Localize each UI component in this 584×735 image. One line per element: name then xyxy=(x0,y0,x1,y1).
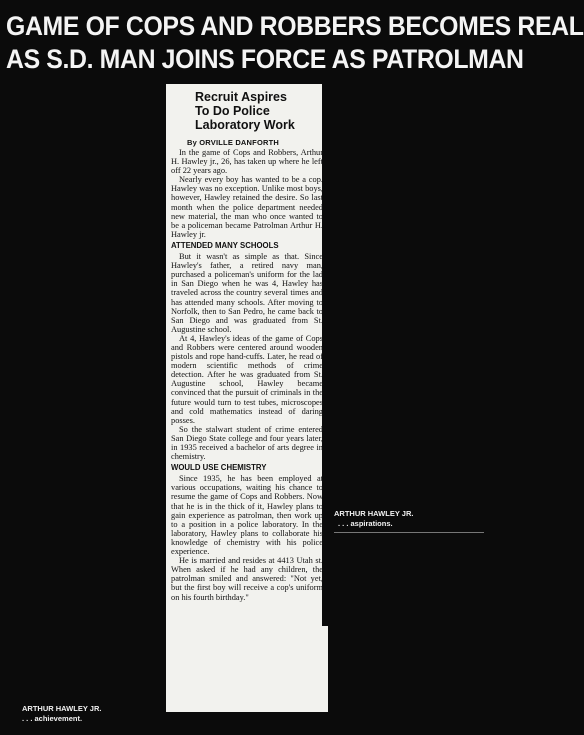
caption-name: ARTHUR HAWLEY JR. xyxy=(334,509,414,518)
caption-name: ARTHUR HAWLEY JR. xyxy=(22,704,102,713)
subhead-line-2: To Do Police xyxy=(195,104,270,118)
article-paragraph: At 4, Hawley's ideas of the game of Cops and Robbers were centered around wooden pistols and rope hand-cuffs. Later, he read of modern scientific methods of crime detection. After he was graduated from St. Augustine school, Hawley became convinced that the pursuit of criminals in the future would turn to test tubes, microscopes and cold mathematics instead of daring posses. xyxy=(171,333,323,425)
headline-line-2: AS S.D. MAN JOINS FORCE AS PATROLMAN xyxy=(6,44,524,74)
caption-text: . . . achievement. xyxy=(22,714,83,723)
article-paragraph: So the stalwart student of crime entered San Diego State college and four years later, in 1935 received a bachelor of arts degree in chemistry. xyxy=(171,424,323,462)
article-subhead xyxy=(195,90,318,132)
headline xyxy=(6,10,584,76)
headline-line-1: GAME OF COPS AND ROBBERS BECOMES REAL xyxy=(6,11,584,41)
subhead-line-1: Recruit Aspires xyxy=(195,90,287,104)
section-heading: WOULD USE CHEMISTRY xyxy=(171,463,267,473)
article-byline: By ORVILLE DANFORTH xyxy=(187,138,279,147)
article-paragraph: Since 1935, he has been employed at various occupations, waiting his chance to resume the game of Cops and Robbers. Now that he is in the thick of it, Hawley plans to gain experience as patrolman, then work up to a position in a police laboratory. In the laboratory, Hawley plans to collaborate his knowledge of chemistry with his police experience. xyxy=(171,474,323,557)
photo-caption-right xyxy=(334,509,454,529)
section-heading: ATTENDED MANY SCHOOLS xyxy=(171,240,279,250)
article-paragraph: But it wasn't as simple as that. Since Hawley's father, a retired navy man, purchased a policeman's uniform for the lad in San Diego when he was 4, Hawley has traveled across the country several times and has attended many schools. After moving to Norfolk, then to San Pedro, he came back to San Diego and was graduated from St. Augustine school. xyxy=(171,252,323,334)
article-body xyxy=(166,148,328,712)
caption-text: . . . aspirations. xyxy=(338,519,393,528)
subhead-line-3: Laboratory Work xyxy=(195,118,295,132)
caption-divider xyxy=(334,532,484,533)
article-paragraph: He is married and resides at 4413 Utah st. When asked if he had any children, the patrolman smiled and answered: "Not yet, but the first boy will receive a cop's uniform on his fourth birthday." xyxy=(171,556,323,602)
article-paragraph: In the game of Cops and Robbers, Arthur H. Hawley jr., 26, has taken up where he left off 22 years ago. xyxy=(171,148,323,176)
photo-caption-left xyxy=(22,704,152,724)
article-paragraph: Nearly every boy has wanted to be a cop. Hawley was no exception. Unlike most boys, however, Hawley retained the desire. So last month when the police department needed new material, the man who once wanted to be a policeman became Patrolman Arthur H. Hawley jr. xyxy=(171,175,323,239)
